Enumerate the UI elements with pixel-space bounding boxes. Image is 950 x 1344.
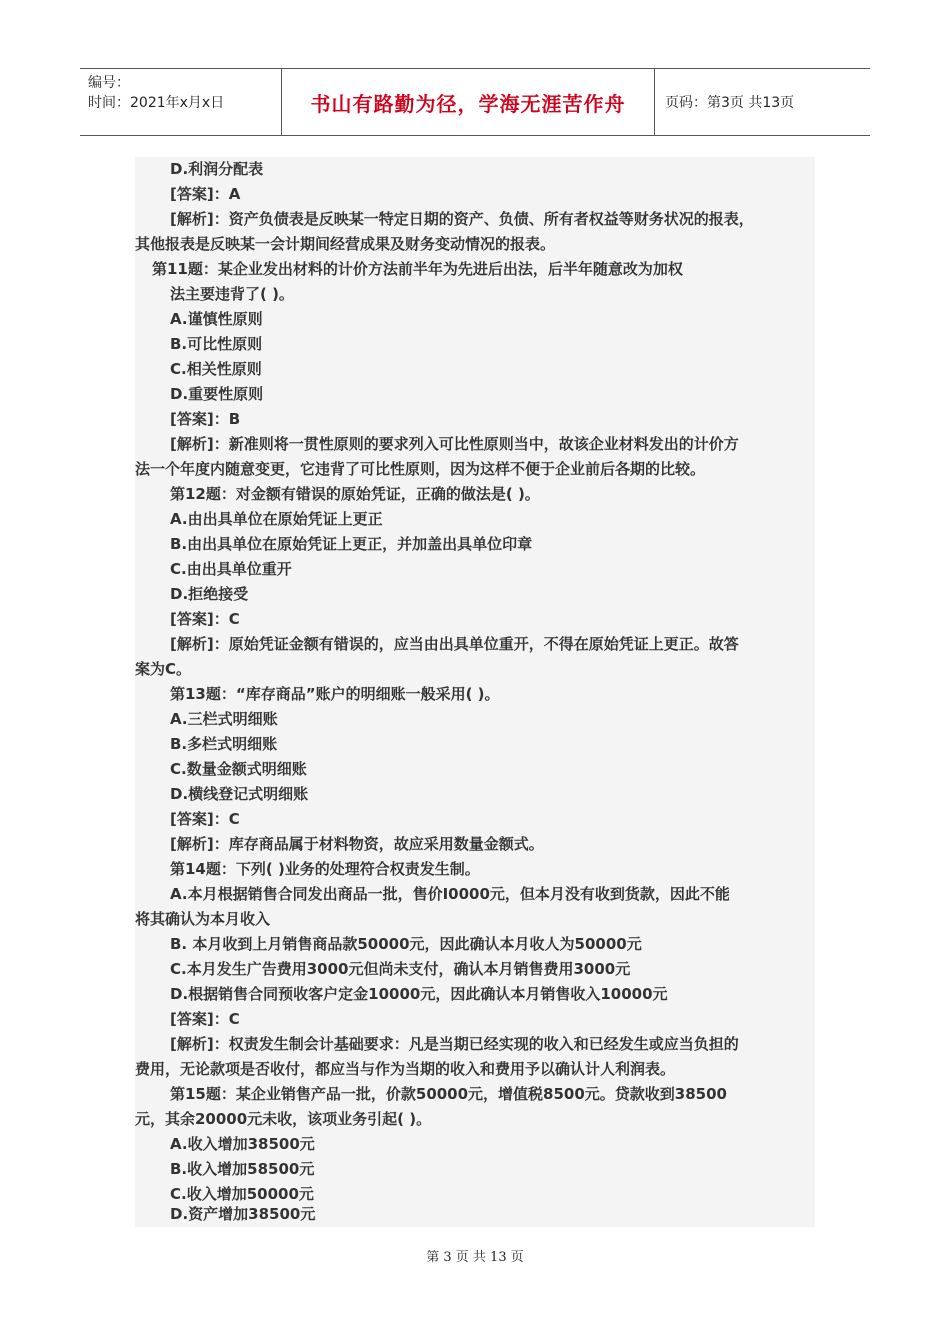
- text-line: [答案]：C: [170, 810, 240, 828]
- text-line: 法一个年度内随意变更，它违背了可比性原则，因为这样不便于企业前后各期的比较。: [135, 460, 706, 478]
- text-line: 第14题：下列( )业务的处理符合权责发生制。: [170, 860, 480, 878]
- page-footer: 第 3 页 共 13 页: [426, 1250, 524, 1265]
- text-line: [答案]：C: [170, 1010, 240, 1028]
- text-line: C.数量金额式明细账: [170, 760, 307, 778]
- text-line: 其他报表是反映某一会计期间经营成果及财务变动情况的报表。: [135, 235, 556, 253]
- text-line: A.收入增加38500元: [170, 1135, 315, 1153]
- text-line: 将其确认为本月收入: [135, 910, 271, 928]
- text-line: B.由出具单位在原始凭证上更正，并加盖出具单位印章: [170, 535, 533, 553]
- text-line: 第11题：某企业发出材料的计价方法前半年为先进后出法，后半年随意改为加权: [152, 260, 683, 278]
- text-line: [解析]：新准则将一贯性原则的要求列入可比性原则当中，故该企业材料发出的计价方: [170, 435, 739, 453]
- text-line: D.拒绝接受: [170, 585, 249, 603]
- text-line: 案为C。: [135, 660, 192, 678]
- text-line: 费用，无论款项是否收付，都应当与作为当期的收入和费用予以确认计人利润表。: [135, 1060, 676, 1078]
- text-line: C.收入增加50000元: [170, 1185, 314, 1203]
- header-motto-cell: [282, 69, 655, 135]
- text-line: [解析]：资产负债表是反映某一特定日期的资产、负债、所有者权益等财务状况的报表，: [170, 210, 754, 228]
- text-line: C.由出具单位重开: [170, 560, 292, 578]
- text-line: [答案]：A: [170, 185, 241, 203]
- text-line: D.重要性原则: [170, 385, 264, 403]
- text-line: B.多栏式明细账: [170, 735, 278, 753]
- header-page-cell: [655, 69, 870, 135]
- header-motto: 书山有路勤为径，学海无涯苦作舟: [310, 91, 626, 116]
- text-line: A.三栏式明细账: [170, 710, 278, 728]
- text-line: B. 本月收到上月销售商品款50000元，因此确认本月收人为50000元: [170, 935, 642, 953]
- text-line: D.横线登记式明细账: [170, 785, 309, 803]
- text-line: C.相关性原则: [170, 360, 262, 378]
- page-header: [80, 68, 870, 136]
- text-line: [解析]：库存商品属于材料物资，故应采用数量金额式。: [170, 835, 544, 853]
- text-line: [答案]：C: [170, 610, 240, 628]
- header-time: 时间：2021年x月x日: [88, 95, 225, 111]
- header-page-number: 页码：第3页 共13页: [665, 95, 795, 111]
- text-line: A.由出具单位在原始凭证上更正: [170, 510, 383, 528]
- document-body: [135, 157, 815, 1227]
- header-meta: [80, 69, 282, 135]
- text-line: 第13题：“库存商品”账户的明细账一般采用( )。: [170, 685, 500, 703]
- header-number: 编号：: [88, 75, 130, 91]
- text-line: 第12题：对金额有错误的原始凭证，正确的做法是( )。: [170, 485, 540, 503]
- text-line: B.收入增加58500元: [170, 1160, 315, 1178]
- text-line: C.本月发生广告费用3000元但尚未支付，确认本月销售费用3000元: [170, 960, 631, 978]
- text-line: D.利润分配表: [170, 160, 264, 178]
- text-line: A.谨慎性原则: [170, 310, 263, 328]
- text-line: [解析]：原始凭证金额有错误的，应当由出具单位重开，不得在原始凭证上更正。故答: [170, 635, 739, 653]
- text-line: 元，其余20000元未收，该项业务引起( )。: [135, 1110, 432, 1128]
- text-line: D.资产增加38500元: [170, 1205, 316, 1223]
- text-line: B.可比性原则: [170, 335, 263, 353]
- text-line: [解析]：权责发生制会计基础要求：凡是当期已经实现的收入和已经发生或应当负担的: [170, 1035, 739, 1053]
- text-line: 第15题：某企业销售产品一批，价款50000元，增值税8500元。贷款收到38500: [170, 1085, 727, 1103]
- text-line: [答案]：B: [170, 410, 241, 428]
- text-line: D.根据销售合同预收客户定金10000元，因此确认本月销售收入10000元: [170, 985, 668, 1003]
- text-line: 法主要违背了( )。: [170, 285, 294, 303]
- text-line: A.本月根据销售合同发出商品一批，售价I0000元，但本月没有收到货款，因此不能: [170, 885, 730, 903]
